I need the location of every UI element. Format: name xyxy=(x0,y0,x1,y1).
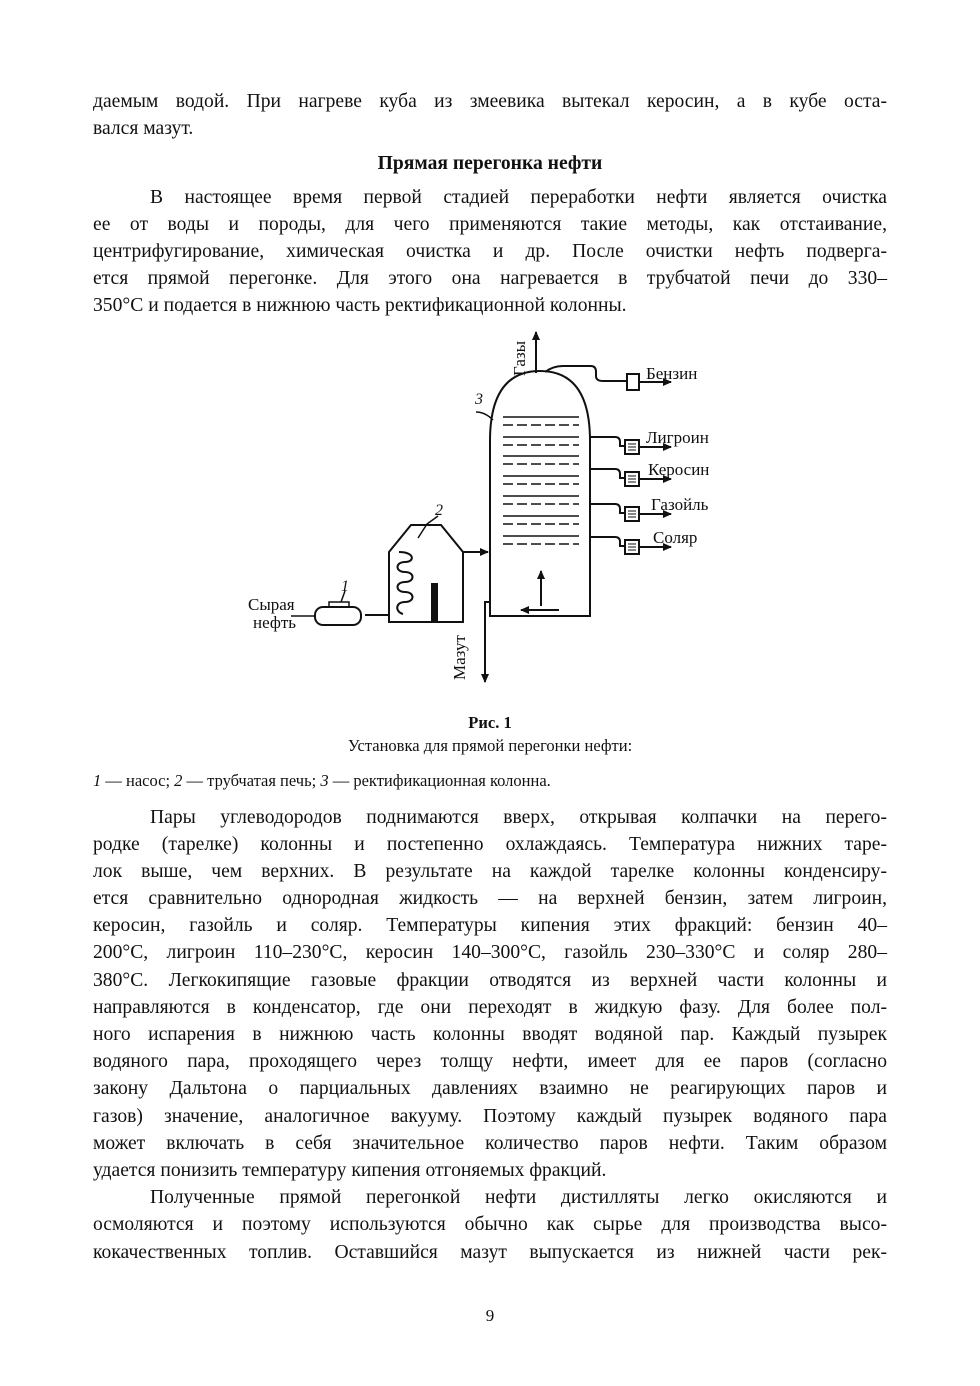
text-line: керосин, газойль и соляр. Температуры кипения этих фракций: бензин 40– xyxy=(93,915,887,937)
paragraph-1 xyxy=(93,184,887,320)
paragraph-2 xyxy=(93,804,887,1185)
burner xyxy=(431,583,438,622)
label-3: 3 xyxy=(475,390,483,408)
benzin-cooler xyxy=(627,374,639,390)
intro-paragraph xyxy=(93,88,887,142)
text-line: направляются в конденсатор, где они переходят в жидкую фазу. Для более пол- xyxy=(93,996,887,1018)
legend-num-3: 3 xyxy=(320,770,329,790)
text-line: 350°С и подается в нижнюю часть ректификационной колонны. xyxy=(93,295,627,317)
text-line: водяного пара, проходящего через толщу нефти, имеет для ее паров (согласно xyxy=(93,1051,887,1073)
text-line: ется прямой перегонке. Для этого она нагревается в трубчатой печи до 330– xyxy=(93,268,887,290)
text-line: центрифугирование, химическая очистка и др. После очистки нефть подверга- xyxy=(93,240,887,262)
text-line: ее от воды и породы, для чего применяются такие методы, как отстаивание, xyxy=(93,213,887,235)
distillation-diagram xyxy=(93,326,887,711)
legend-text-3: — ректификационная колонна. xyxy=(328,770,551,790)
text-line: осмоляются и поэтому используются обычно как сырье для производства высо- xyxy=(93,1214,887,1236)
legend-num-2: 2 xyxy=(174,770,183,790)
furnace-coil xyxy=(397,552,412,614)
ligroin-label: Лигроин xyxy=(646,427,709,447)
gazoil-label: Газойль xyxy=(651,494,709,514)
text-line: ется сравнительно однородная жидкость — на верхней бензин, затем лигроин, xyxy=(93,888,887,910)
paragraph-3 xyxy=(93,1184,887,1266)
solyar-label: Соляр xyxy=(653,527,698,547)
text-line: ного испарения в нижнюю часть колонны вводят водяной пар. Каждый пузырек xyxy=(93,1024,887,1045)
raw-oil-label-1: Сырая xyxy=(248,594,295,614)
page-content xyxy=(93,88,887,1266)
diagram-svg xyxy=(93,326,887,711)
column-trays xyxy=(503,417,579,544)
text-line: 200°С, лигроин 110–230°С, керосин 140–300°С, газойль 230–330°С и соляр 280– xyxy=(93,942,887,964)
benzin-label: Бензин xyxy=(646,363,698,383)
text-line: 380°С. Легкокипящие газовые фракции отводятся из верхней части колонны и xyxy=(93,969,887,991)
label-1: 1 xyxy=(341,577,349,595)
legend-text-2: — трубчатая печь; xyxy=(182,770,321,790)
text-line: может включать в себя значительное количество паров нефти. Таким образом xyxy=(93,1132,887,1154)
figure-legend xyxy=(93,769,887,792)
text-line: Полученные прямой перегонкой нефти дистилляты легко окисляются и xyxy=(150,1187,887,1209)
gases-label: Газы xyxy=(510,340,529,376)
legend-text-1: — насос; xyxy=(101,770,175,790)
leader-2 xyxy=(418,516,438,538)
pump xyxy=(315,607,361,625)
leader-3 xyxy=(476,412,493,420)
tube-furnace xyxy=(389,525,463,622)
raw-oil-label-2: нефть xyxy=(253,612,297,632)
section-title: Прямая перегонка нефти xyxy=(377,153,603,175)
text-line: кокачественных топлив. Оставшийся мазут выпускается из нижней части рек- xyxy=(93,1241,887,1263)
label-2: 2 xyxy=(435,501,443,519)
mazut-label: Мазут xyxy=(450,634,469,680)
figure-caption: Установка для прямой перегонки нефти: xyxy=(347,735,633,755)
text-line: даемым водой. При нагреве куба из змеевика вытекал керосин, а в кубе оста- xyxy=(93,91,887,112)
text-line: удается понизить температуру кипения отгоняемых фракций. xyxy=(93,1159,607,1181)
kerosin-label: Керосин xyxy=(648,459,710,479)
figure-number: Рис. 1 xyxy=(468,712,512,732)
legend-num-1: 1 xyxy=(93,770,102,790)
text-line: закону Дальтона о парциальных давлениях взаимно не реагирующих паров и xyxy=(93,1078,887,1100)
text-line: газов) значение, аналогичное вакууму. Поэтому каждый пузырек водяного пара xyxy=(93,1105,887,1127)
text-line: Пары углеводородов поднимаются вверх, открывая колпачки на перего- xyxy=(150,806,887,828)
text-line: вался мазут. xyxy=(93,118,194,140)
text-line: лок выше, чем верхних. В результате на каждой тарелке колонны конденсиру- xyxy=(93,860,887,882)
page-number: 9 xyxy=(485,1306,495,1325)
text-line: родке (тарелке) колонны и постепенно охлаждаясь. Температура нижних таре- xyxy=(93,833,887,855)
text-line: В настоящее время первой стадией переработки нефти является очистка xyxy=(150,186,887,208)
